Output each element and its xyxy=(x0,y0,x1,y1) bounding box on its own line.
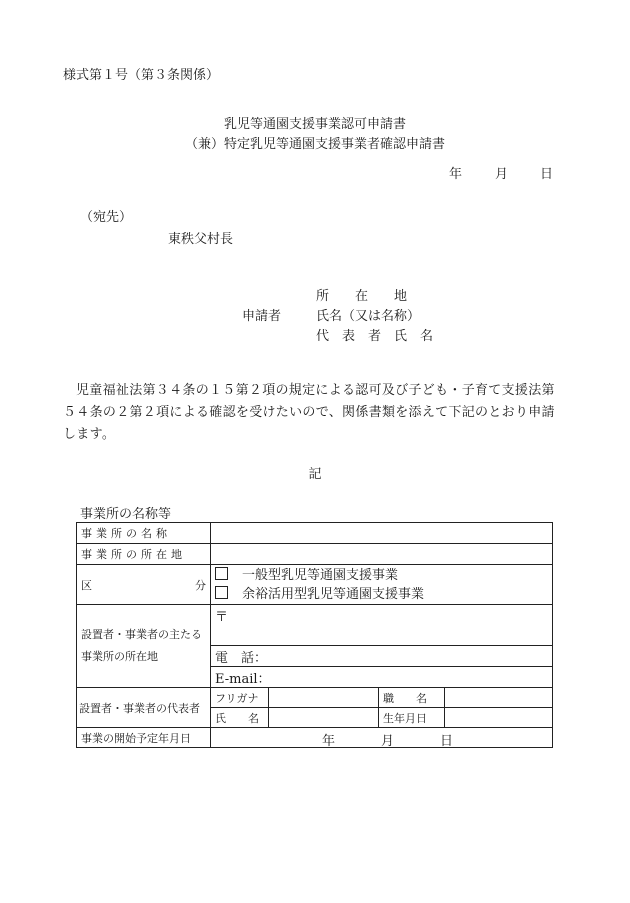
representative-name-label: 代 表 者 氏 名 xyxy=(316,329,434,344)
ki-heading: 記 xyxy=(308,467,322,482)
option-general-label: 一般型乳児等通園支援事業 xyxy=(242,567,399,583)
table-row xyxy=(77,605,553,646)
postal-field[interactable] xyxy=(211,605,553,646)
addressee-label: （宛先） xyxy=(80,210,133,225)
birthdate-label: 生年月日 xyxy=(379,708,445,728)
document-subtitle: （兼）特定乳児等通園支援事業者確認申請書 xyxy=(184,137,445,152)
option-surplus[interactable] xyxy=(215,585,548,604)
applicant-name-label: 氏名（又は名称） xyxy=(316,309,421,324)
rep-name-label: 氏 名 xyxy=(211,708,269,728)
start-date-field[interactable] xyxy=(211,728,553,748)
category-label xyxy=(77,565,211,605)
position-label: 職 名 xyxy=(379,688,445,708)
main-office-label-line1: 設置者・事業者の主たる xyxy=(81,628,202,641)
start-day-label: 日 xyxy=(440,734,454,748)
position-field[interactable] xyxy=(445,688,553,708)
representative-label: 設置者・事業者の代表者 xyxy=(77,688,211,728)
form-number: 様式第１号（第３条関係） xyxy=(63,68,220,83)
facility-address-field[interactable] xyxy=(211,544,553,565)
table-row xyxy=(77,688,553,708)
category-options xyxy=(211,565,553,605)
section-title: 事業所の名称等 xyxy=(80,507,172,522)
category-label-first: 区 xyxy=(81,578,92,592)
postal-mark: 〒 xyxy=(215,610,229,625)
table-row xyxy=(77,565,553,605)
email-field[interactable] xyxy=(211,667,553,688)
document-title: 乳児等通園支援事業認可申請書 xyxy=(223,117,406,132)
start-month-label: 月 xyxy=(381,734,395,748)
checkbox-icon[interactable] xyxy=(215,586,228,599)
checkbox-icon[interactable] xyxy=(215,567,228,580)
applicant-label: 申請者 xyxy=(242,309,282,324)
application-statement: 児童福祉法第３４条の１５第２項の規定による認可及び子ども・子育て支援法第５４条の２第２項による確認を受けたいので、関係書類を添えて下記のとおり申請します。 xyxy=(63,383,555,442)
date-year-label: 年 xyxy=(449,167,463,182)
facility-address-label: 事業所の所在地 xyxy=(77,544,211,565)
facility-info-table xyxy=(76,522,553,748)
furigana-label: フリガナ xyxy=(211,688,269,708)
phone-field[interactable] xyxy=(211,646,553,667)
date-day-label: 日 xyxy=(540,167,554,182)
furigana-field[interactable] xyxy=(269,688,379,708)
start-year-label: 年 xyxy=(322,734,336,748)
table-row xyxy=(77,728,553,748)
category-label-second: 分 xyxy=(195,578,206,592)
birthdate-field[interactable] xyxy=(445,708,553,728)
table-row xyxy=(77,544,553,565)
main-office-label xyxy=(77,605,211,688)
email-label: E-mail： xyxy=(215,671,271,687)
addressee-name: 東秩父村長 xyxy=(168,232,234,247)
option-surplus-label: 余裕活用型乳児等通園支援事業 xyxy=(242,586,425,602)
facility-name-field[interactable] xyxy=(211,523,553,544)
table-row xyxy=(77,523,553,544)
applicant-address-label: 所 在 地 xyxy=(316,289,408,304)
rep-name-field[interactable] xyxy=(269,708,379,728)
date-month-label: 月 xyxy=(495,167,509,182)
phone-label: 電 話： xyxy=(215,650,268,666)
option-general[interactable] xyxy=(215,566,548,585)
main-office-label-line2: 事業所の所在地 xyxy=(81,650,158,663)
start-date-label: 事業の開始予定年月日 xyxy=(77,728,211,748)
facility-name-label: 事業所の名称 xyxy=(77,523,211,544)
